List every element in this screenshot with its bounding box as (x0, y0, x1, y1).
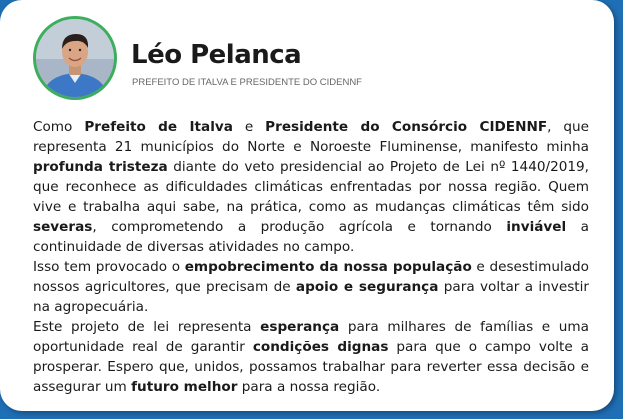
statement-paragraph (33, 257, 589, 317)
text-run: Isso tem provocado o (33, 259, 185, 275)
text-run: Como (33, 119, 85, 135)
statement-paragraph (33, 117, 589, 257)
emphasis-text: apoio e segurança (295, 279, 439, 295)
profile-photo (36, 19, 114, 97)
text-run: diante do veto presidencial ao Projeto de Lei nº 1440/2019, que reconhece as dificuldades climáticas enfrentadas por nossa região. Quem vive e trabalha aqui sabe, na prática, como as mudanças climáticas têm sido (33, 159, 590, 215)
emphasis-text: esperança (260, 319, 340, 335)
person-portrait-icon (36, 19, 114, 97)
emphasis-text: futuro melhor (131, 379, 238, 395)
emphasis-text: inviável (506, 219, 567, 235)
text-run: e (232, 119, 266, 135)
text-run: para voltar a investir na agropecuária. (33, 279, 589, 315)
emphasis-text: condições dignas (252, 339, 389, 355)
emphasis-text: profunda tristeza (33, 159, 168, 175)
text-run: Este projeto de lei representa (33, 319, 261, 335)
text-run: a continuidade de diversas atividades no campo. (33, 219, 590, 255)
person-role: PREFEITO DE ITALVA E PRESIDENTE DO CIDENNF (132, 77, 362, 88)
text-run: , que representa 21 municípios do Norte e Noroeste Fluminense, manifesto minha (33, 119, 589, 155)
text-run: e desestimulado nossos agricultores, que precisam de (33, 259, 589, 295)
emphasis-text: Presidente do Consórcio CIDENNF (265, 119, 548, 135)
emphasis-text: Prefeito de Italva (84, 119, 233, 135)
emphasis-text: empobrecimento da nossa população (184, 259, 472, 275)
text-run: para milhares de famílias e uma oportunidade real de garantir (33, 319, 589, 355)
text-run: para que o campo volte a prosperar. Espero que, unidos, possamos trabalhar para reverter essa decisão e assegurar um (33, 339, 589, 395)
text-run: para a nossa região. (237, 379, 381, 395)
person-name: Léo Pelanca (131, 40, 302, 70)
statement-text (33, 117, 589, 397)
emphasis-text: severas (33, 219, 93, 235)
avatar (33, 16, 117, 100)
text-run: , comprometendo a produção agrícola e tornando (92, 219, 507, 235)
statement-paragraph (33, 317, 589, 397)
